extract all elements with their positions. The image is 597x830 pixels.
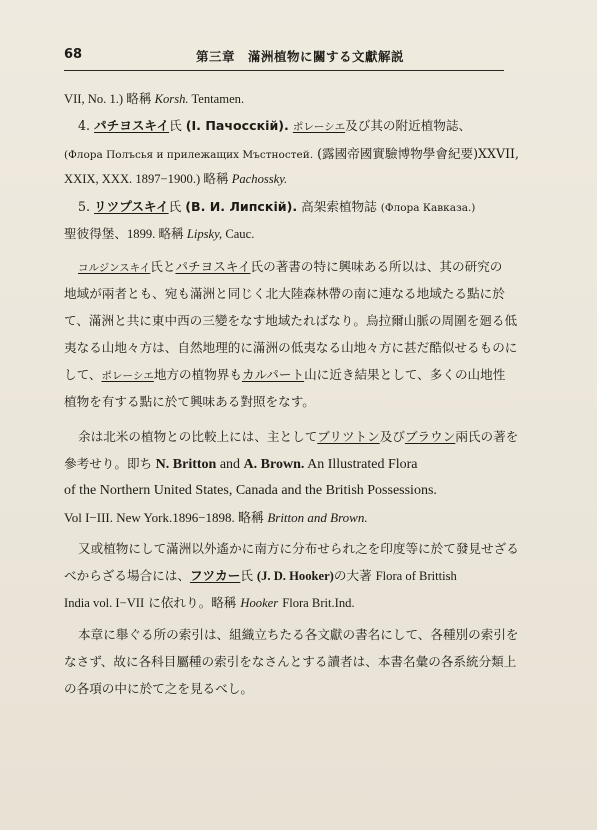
- text-segment: べからざる場合には、: [64, 568, 190, 583]
- page-header: [64, 44, 504, 71]
- text-segment: して、: [64, 367, 102, 382]
- text-segment: 氏: [168, 199, 182, 214]
- abbrev-value: Lipsky,: [186, 227, 223, 241]
- abbrev-label: に依れり。略稱: [148, 595, 237, 610]
- abbrev-value: Pachossky.: [231, 172, 288, 186]
- russian-title: (Флора Полъсья и прилежащих Мъстностей.: [64, 149, 314, 161]
- reference-item-4: [78, 117, 471, 136]
- text-segment: 氏: [169, 118, 182, 133]
- paragraph-line: 植物を有する點に於て興味ある對照をなす。: [64, 394, 315, 409]
- page-number: 68: [64, 47, 83, 62]
- author-name-kana: リツプスキイ: [94, 199, 169, 214]
- title-kana: ポレーシエ: [292, 121, 346, 133]
- text-segment: 及び: [379, 429, 405, 444]
- abbrev-value: Korsh.: [154, 92, 189, 106]
- abbrev-value: Flora Brit.Ind.: [282, 596, 355, 610]
- paragraph-line: [64, 567, 457, 585]
- text-segment: Vol I−III. New York.1896−1898.: [64, 510, 235, 525]
- russian-title: (Флора Кавказа.): [380, 202, 476, 214]
- text-segment: 地方の植物界も: [153, 367, 242, 382]
- book-title: An Illustrated Flora: [307, 457, 418, 472]
- reference-item-5: [78, 198, 475, 217]
- name-kana: コルジンスキイ: [78, 262, 151, 274]
- paragraph-line: [64, 366, 505, 385]
- text-segment: VII, No. 1.): [64, 92, 124, 106]
- book-title: Flora of Brittish: [375, 569, 457, 583]
- abbrev-value: Hooker: [240, 596, 279, 610]
- author-name-kana: パチヨスキイ: [94, 118, 170, 133]
- text-segment: Tentamen.: [191, 92, 245, 106]
- text-segment: 氏の著書の特に興味ある所以は、其の研究の: [250, 259, 503, 274]
- book-title: India vol. I−VII: [64, 596, 145, 610]
- name-kana: ブリツトン: [317, 429, 380, 444]
- paragraph-line: 本章に舉ぐる所の索引は、組織立ちたる各文獻の書名にして、各種別の索引を: [78, 627, 519, 642]
- paragraph-line: の各項の中に於て之を見るべし。: [64, 681, 253, 696]
- item-number: 5.: [78, 199, 91, 214]
- text-segment: XXIX, XXX. 1897−1900.): [64, 172, 201, 186]
- text-line: [64, 90, 244, 108]
- title-text: 高架索植物誌: [301, 199, 377, 214]
- journal-title: (露國帝國實驗博物學會紀要)XXVII,: [317, 146, 520, 161]
- title-text: 及び其の附近植物誌、: [345, 118, 472, 133]
- text-segment: 山に近き結果として、多くの山地性: [304, 367, 506, 382]
- paragraph-line: [78, 258, 502, 277]
- name-kana: ブラウン: [404, 429, 456, 444]
- paragraph-line: of the Northern United States, Canada and the British Possessions.: [64, 483, 437, 498]
- text-segment: 參考せり。即ち: [64, 457, 153, 471]
- text-segment: 聖彼得堡、1899.: [64, 227, 156, 241]
- name-kana: パチヨスキイ: [175, 259, 251, 274]
- author-name: N. Britton: [155, 457, 217, 472]
- paragraph-line: [64, 509, 368, 527]
- text-segment: 兩氏の著を: [455, 429, 519, 444]
- author-name-latin: (I. Пачоcскiй).: [185, 118, 289, 133]
- abbrev-value: Britton and Brown.: [267, 510, 368, 525]
- text-segment: の大著: [333, 568, 372, 583]
- text-line: [64, 170, 287, 188]
- paragraph-line: [64, 455, 418, 474]
- text-line: [64, 145, 519, 164]
- paragraph-line: 夷なる山地々方は、自然地理的に滿洲の低夷なる山地々方に甚だ酷似せるものに: [64, 340, 518, 355]
- text-segment: Cauc.: [225, 227, 255, 241]
- author-name-latin: (B. И. Липскiй).: [185, 199, 298, 214]
- paragraph-line: て、滿洲と共に東中西の三變をなす地域たればなり。烏拉爾山脈の周圍を廻る低: [64, 313, 518, 328]
- abbrev-label: 略稱: [158, 227, 184, 241]
- running-head: 第三章 滿洲植物に關する文獻解説: [196, 49, 405, 64]
- abbrev-label: 略稱: [203, 172, 229, 186]
- text-segment: and: [219, 457, 241, 472]
- text-line: [64, 225, 254, 243]
- place-kana: カルパート: [241, 367, 305, 382]
- abbrev-label: 略稱: [126, 92, 152, 106]
- text-segment: 余は北米の植物との比較上には、主として: [78, 429, 318, 444]
- author-name: A. Brown.: [243, 457, 305, 472]
- item-number: 4.: [78, 118, 91, 133]
- name-kana: フツカー: [189, 568, 241, 583]
- place-kana: ポレーシエ: [101, 370, 154, 382]
- paragraph-line: 地域が兩者とも、宛も滿洲と同じく北大陸森林帶の南に連なる地域たる點に於: [64, 286, 505, 301]
- author-name: (J. D. Hooker): [256, 569, 334, 583]
- paragraph-line: 又或植物にして滿洲以外遙かに南方に分布せられ之を印度等に於て發見せざる: [78, 541, 519, 556]
- paragraph-line: [78, 428, 518, 446]
- text-segment: 氏: [240, 568, 253, 583]
- paragraph-line: [64, 594, 355, 612]
- text-segment: 氏と: [150, 259, 176, 274]
- paragraph-line: なさず、故に各科目屬種の索引をなさんとする讀者は、本書名彙の各系統分類上: [64, 654, 517, 669]
- abbrev-label: 略稱: [238, 510, 265, 525]
